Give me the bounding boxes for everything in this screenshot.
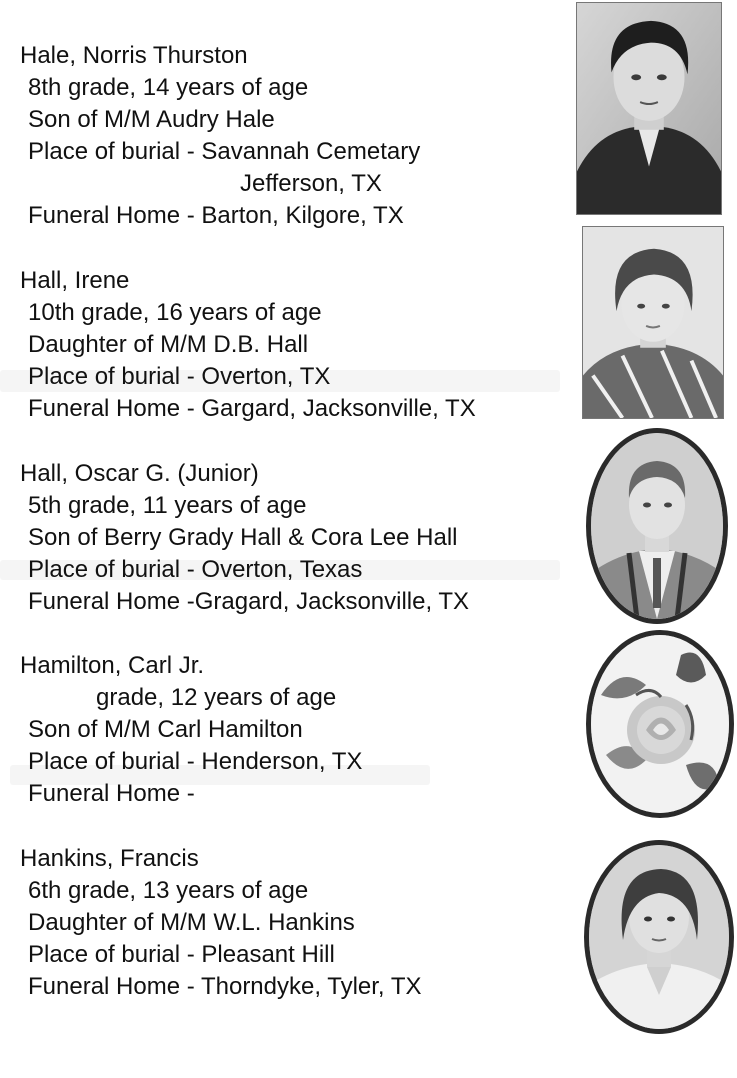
entry-hale-norris: [20, 40, 570, 232]
entry-burial-continued: Jefferson, TX: [240, 170, 382, 197]
entry-burial: Place of burial - Overton, TX: [28, 363, 331, 390]
entry-grade-age: 8th grade, 14 years of age: [28, 74, 309, 101]
entry-burial: Place of burial - Savannah Cemetary: [28, 138, 421, 165]
entry-name: Hankins, Francis: [20, 845, 199, 872]
entry-name: Hale, Norris Thurston: [20, 42, 248, 69]
boy-portrait-photo: [576, 2, 722, 215]
entry-hall-irene: [20, 265, 570, 425]
entry-funeral-home: Funeral Home - Gargard, Jacksonville, TX: [28, 395, 476, 422]
entry-parents: Daughter of M/M W.L. Hankins: [28, 909, 355, 936]
girl-portrait-photo: [582, 226, 724, 419]
entry-hamilton-carl: [20, 650, 570, 810]
entry-name: Hall, Oscar G. (Junior): [20, 460, 259, 487]
entry-funeral-home: Funeral Home - Thorndyke, Tyler, TX: [28, 973, 422, 1000]
entry-funeral-home: Funeral Home - Barton, Kilgore, TX: [28, 202, 404, 229]
entry-name: Hall, Irene: [20, 267, 130, 294]
entry-parents: Son of M/M Carl Hamilton: [28, 716, 303, 743]
entry-hankins-francis: [20, 843, 570, 1003]
entry-grade-age: grade, 12 years of age: [96, 684, 337, 711]
entry-burial: Place of burial - Overton, Texas: [28, 556, 363, 583]
entry-grade-age: 6th grade, 13 years of age: [28, 877, 309, 904]
boy-oval-portrait-photo: [586, 428, 728, 624]
rose-image: [586, 630, 734, 818]
entry-name: Hamilton, Carl Jr.: [20, 652, 205, 679]
entry-burial: Place of burial - Henderson, TX: [28, 748, 363, 775]
entry-grade-age: 5th grade, 11 years of age: [28, 492, 307, 519]
entry-hall-oscar: [20, 458, 570, 618]
entry-parents: Son of Berry Grady Hall & Cora Lee Hall: [28, 524, 458, 551]
entry-funeral-home: Funeral Home -Gragard, Jacksonville, TX: [28, 588, 470, 615]
entry-parents: Son of M/M Audry Hale: [28, 106, 275, 133]
entry-grade-age: 10th grade, 16 years of age: [28, 299, 322, 326]
entry-parents: Daughter of M/M D.B. Hall: [28, 331, 309, 358]
entry-funeral-home: Funeral Home -: [28, 780, 195, 807]
girl-oval-portrait-photo: [584, 840, 734, 1034]
entry-burial: Place of burial - Pleasant Hill: [28, 941, 335, 968]
